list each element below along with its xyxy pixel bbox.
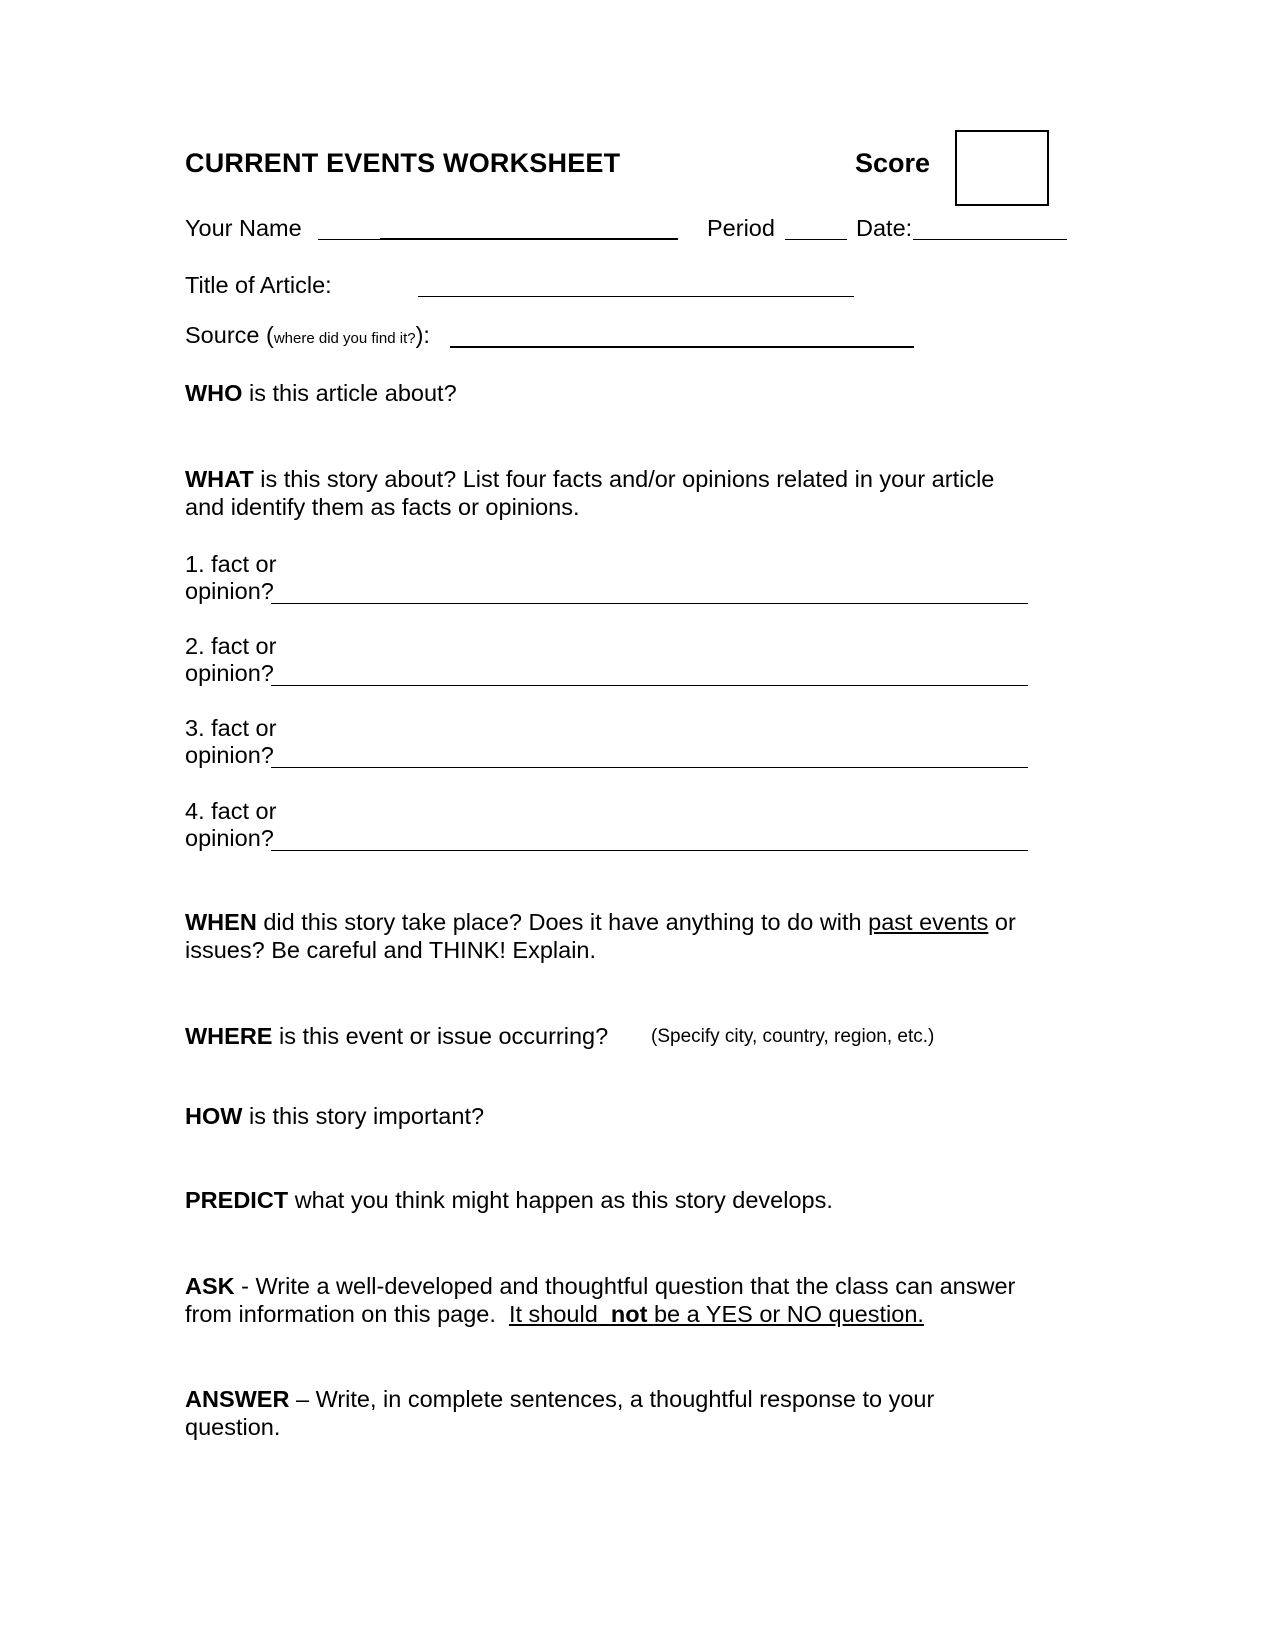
title-of-article-label: Title of Article: [185,272,332,298]
fact-1-prompt: opinion? [185,578,274,604]
answer-question-line1 [185,1385,934,1413]
what-keyword: WHAT [185,466,254,492]
when-text-after: or [994,909,1016,935]
fact-2-label: 2. fact or [185,633,277,659]
your-name-label: Your Name [185,215,302,241]
fact-1-label: 1. fact or [185,551,277,577]
ask-question-line1 [185,1272,1015,1300]
fact-3-prompt: opinion? [185,742,274,768]
fact-1-answer-line[interactable] [271,589,1028,604]
your-name-field[interactable] [380,224,678,240]
fact-2-answer-line[interactable] [271,671,1028,686]
predict-question [185,1186,833,1214]
date-field[interactable] [913,225,1067,240]
when-underlined: past events [868,909,989,935]
fact-4-label: 4. fact or [185,798,277,824]
source-label-open: Source ( [185,322,274,348]
answer-question-line2: question. [185,1414,281,1440]
where-text: is this event or issue occurring? [279,1023,609,1049]
fact-3-answer-line[interactable] [271,753,1028,768]
predict-text: what you think might happen as this story develops. [294,1187,833,1213]
where-keyword: WHERE [185,1023,273,1049]
when-question-line2: issues? Be careful and THINK! Explain. [185,937,597,963]
source-label-close: ): [415,322,430,348]
worksheet-title: CURRENT EVENTS WORKSHEET [185,148,621,178]
your-name-line-thin [318,225,380,240]
what-question-line1 [185,465,994,493]
title-of-article-field[interactable] [418,282,854,297]
period-label: Period [707,215,775,241]
ask-text-plain: from information on this page. [185,1301,496,1327]
ask-not: not [610,1301,648,1327]
ask-keyword: ASK [185,1273,235,1299]
answer-keyword: ANSWER [185,1386,290,1412]
what-text-line1: is this story about? List four facts and/or opinions related in your article [260,466,995,492]
score-label: Score [855,148,931,178]
score-box[interactable] [955,130,1049,206]
when-keyword: WHEN [185,909,257,935]
when-question-line1 [185,908,1016,936]
source-label [185,321,430,353]
fact-2-prompt: opinion? [185,660,274,686]
source-field[interactable] [450,332,914,348]
predict-keyword: PREDICT [185,1187,289,1213]
who-question [185,379,457,407]
source-note: where did you find it? [273,330,416,347]
who-keyword: WHO [185,380,243,406]
how-text: is this story important? [248,1103,485,1129]
who-text: is this article about? [248,380,457,406]
ask-question-line2 [185,1300,924,1328]
how-question [185,1102,484,1130]
where-question [185,1022,608,1050]
date-label: Date: [856,215,913,241]
answer-text-line1: – Write, in complete sentences, a thoughtful response to your [295,1386,935,1412]
ask-underlined-2: be a YES or NO question. [653,1301,924,1327]
where-note: (Specify city, country, region, etc.) [651,1026,935,1047]
what-question-line2: and identify them as facts or opinions. [185,494,580,520]
how-keyword: HOW [185,1103,243,1129]
ask-underlined-1: It should [508,1301,598,1327]
fact-4-prompt: opinion? [185,825,274,851]
fact-4-answer-line[interactable] [271,836,1028,851]
ask-text-line1: - Write a well-developed and thoughtful question that the class can answer [241,1273,1016,1299]
when-text-before: did this story take place? Does it have anything to do with [263,909,862,935]
period-field[interactable] [785,225,847,240]
fact-3-label: 3. fact or [185,715,277,741]
